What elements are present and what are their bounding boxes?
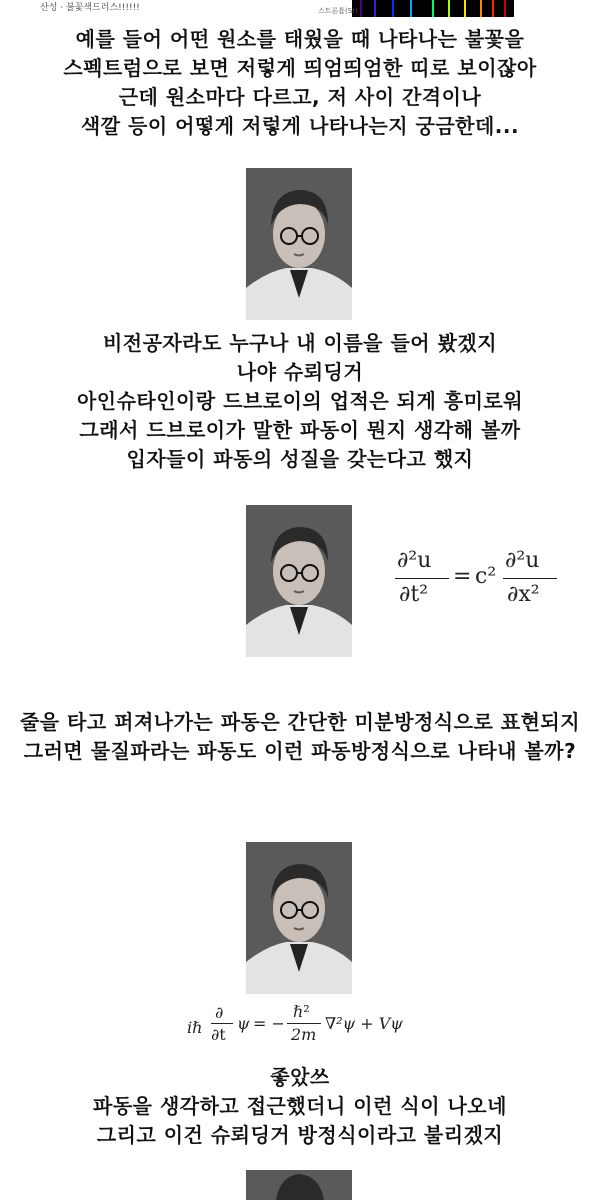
- text-line: 근데 원소마다 다르고, 저 사이 간격이나: [118, 85, 482, 109]
- equals-sign: =: [453, 564, 472, 589]
- fraction-bar: [211, 1023, 233, 1024]
- eq-equals: = −: [253, 1014, 285, 1033]
- schrodinger-equation: [187, 1000, 427, 1058]
- text-line: 나야 슈뢰딩거: [236, 360, 364, 384]
- wave-lhs-numerator: ∂²u: [397, 548, 432, 573]
- intro-text-block: [0, 25, 600, 141]
- eq-psi: ψ: [237, 1014, 250, 1033]
- schrodinger-portrait: [246, 505, 352, 657]
- eq-d-denominator: ∂t: [211, 1025, 226, 1044]
- wave-rhs-numerator: ∂²u: [505, 548, 540, 573]
- fraction-bar: [503, 578, 557, 579]
- wave-coefficient: c²: [475, 564, 497, 589]
- text-line: 비전공자라도 누구나 내 이름을 들어 봤겠지: [102, 331, 498, 355]
- schrodinger-portrait: [246, 168, 352, 320]
- schrodinger-portrait: [246, 842, 352, 994]
- fraction-bar: [395, 578, 449, 579]
- text-line: 입자들이 파동의 성질을 갖는다고 했지: [126, 447, 474, 471]
- wave-text-block: [0, 708, 600, 766]
- eq-d-numerator: ∂: [215, 1003, 224, 1022]
- text-line: 줄을 타고 퍼져나가는 파동은 간단한 미분방정식으로 표현되지: [19, 710, 581, 734]
- text-line: 아인슈타인이랑 드브로이의 업적은 되게 흥미로워: [76, 389, 524, 413]
- spectrum-caption: 스트론튬(Sr): [318, 7, 358, 15]
- text-line: 그리고 이건 슈뢰딩거 방정식이라고 불리겠지: [96, 1123, 504, 1147]
- eq-frac-denominator: 2m: [291, 1025, 317, 1044]
- text-line: 색깔 등이 어떻게 저렇게 나타나는지 궁금한데...: [80, 114, 520, 138]
- text-line: 그래서 드브로이가 말한 파동이 뭔지 생각해 볼까: [79, 418, 521, 442]
- top-left-caption: 산성 · 불꽃색드러스!!!!!!: [40, 3, 140, 13]
- wave-rhs-denominator: ∂x²: [507, 582, 540, 607]
- text-line: 그러면 물질파라는 파동도 이런 파동방정식으로 나타내 볼까?: [23, 739, 577, 763]
- eq-prefix: iℏ: [187, 1018, 203, 1037]
- wave-lhs-denominator: ∂t²: [399, 582, 429, 607]
- fraction-bar: [287, 1023, 321, 1024]
- eq-frac-numerator: ℏ²: [293, 1002, 310, 1021]
- introduction-text-block: [0, 329, 600, 474]
- eq-tail: ∇²ψ + Vψ: [325, 1014, 403, 1033]
- text-line: 파동을 생각하고 접근했더니 이런 식이 나오네: [93, 1094, 507, 1118]
- conclusion-text-block: [0, 1063, 600, 1150]
- text-line: 좋았쓰: [270, 1065, 330, 1089]
- schrodinger-portrait: [246, 1170, 352, 1200]
- wave-equation: [395, 548, 565, 620]
- text-line: 예를 들어 어떤 원소를 태웠을 때 나타나는 불꽃을: [75, 27, 525, 51]
- emission-spectrum-image: [352, 0, 514, 17]
- text-line: 스펙트럼으로 보면 저렇게 띄엄띄엄한 띠로 보이잖아: [63, 56, 537, 80]
